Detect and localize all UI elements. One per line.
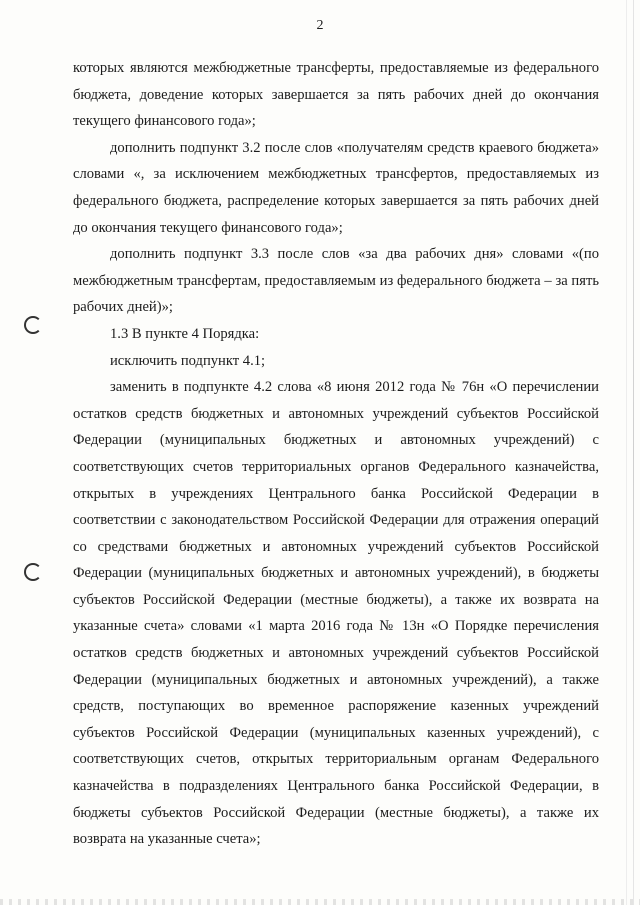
paragraph-section-1-3: 1.3 В пункте 4 Порядка: [110,325,260,342]
scan-edge-line [633,0,634,905]
document-body [73,55,599,853]
scan-footer-artifact [0,899,640,905]
paragraph-continuation: которых являются межбюджетные трансферты, предоставляемые из федерального бюджета, доведение которых завершается за пять рабочих дней до окончания текущего финансового года»; [73,60,599,130]
paragraph-exclude-4-1: исключить подпункт 4.1; [110,352,266,369]
page-number: 2 [316,18,324,33]
paragraph-amend-3-3: дополнить подпункт 3.3 после слов «за два рабочих дня» словами «(по межбюджетным трансфертам, предоставляемым из федерального бюджета – за пять рабочих дней)»; [73,246,599,316]
paragraph-replace-4-2: заменить в подпункте 4.2 слова «8 июня 2012 года № 76н «О перечислении остатков средств бюджетных и автономных учреждений субъектов Российской Федерации (муниципальных бюджетных и автономных учреждений) с соответствующих счетов территориальных органов Федерального казначейства, открытых в учреждениях Центрального банка Российской Федерации в соответствии с законодательством Российской Федерации для отражения операций со средствами бюджетных и автономных учреждений субъектов Российской Федерации (муниципальных бюджетных и автономных учреждений), в бюджеты субъектов Российской Федерации (местные бюджеты), а также их возврата на указанные счета» словами «1 марта 2016 года № 13н «О Порядке перечисления остатков средств бюджетных и автономных учреждений субъектов Российской Федерации (муниципальных бюджетных и автономных учреждений), а также средств, поступающих во временное распоряжение казенных учреждений субъектов Российской Федерации (муниципальных казенных учреждений), с соответствующих счетов, открытых территориальным органам Федерального казначейства в подразделениях Центрального банка Российской Федерации, в бюджеты субъектов Российской Федерации (местные бюджеты), а также их возврата на указанные счета»; [73,379,599,848]
punch-hole-mark [24,563,42,581]
punch-hole-mark [24,316,42,334]
scan-edge-line [626,0,627,905]
paragraph-amend-3-2: дополнить подпункт 3.2 после слов «получателям средств краевого бюджета» словами «, за исключением межбюджетных трансфертов, предоставляемых из федерального бюджета, распределение которых завершается за пять рабочих дней до окончания текущего финансового года»; [73,139,599,236]
